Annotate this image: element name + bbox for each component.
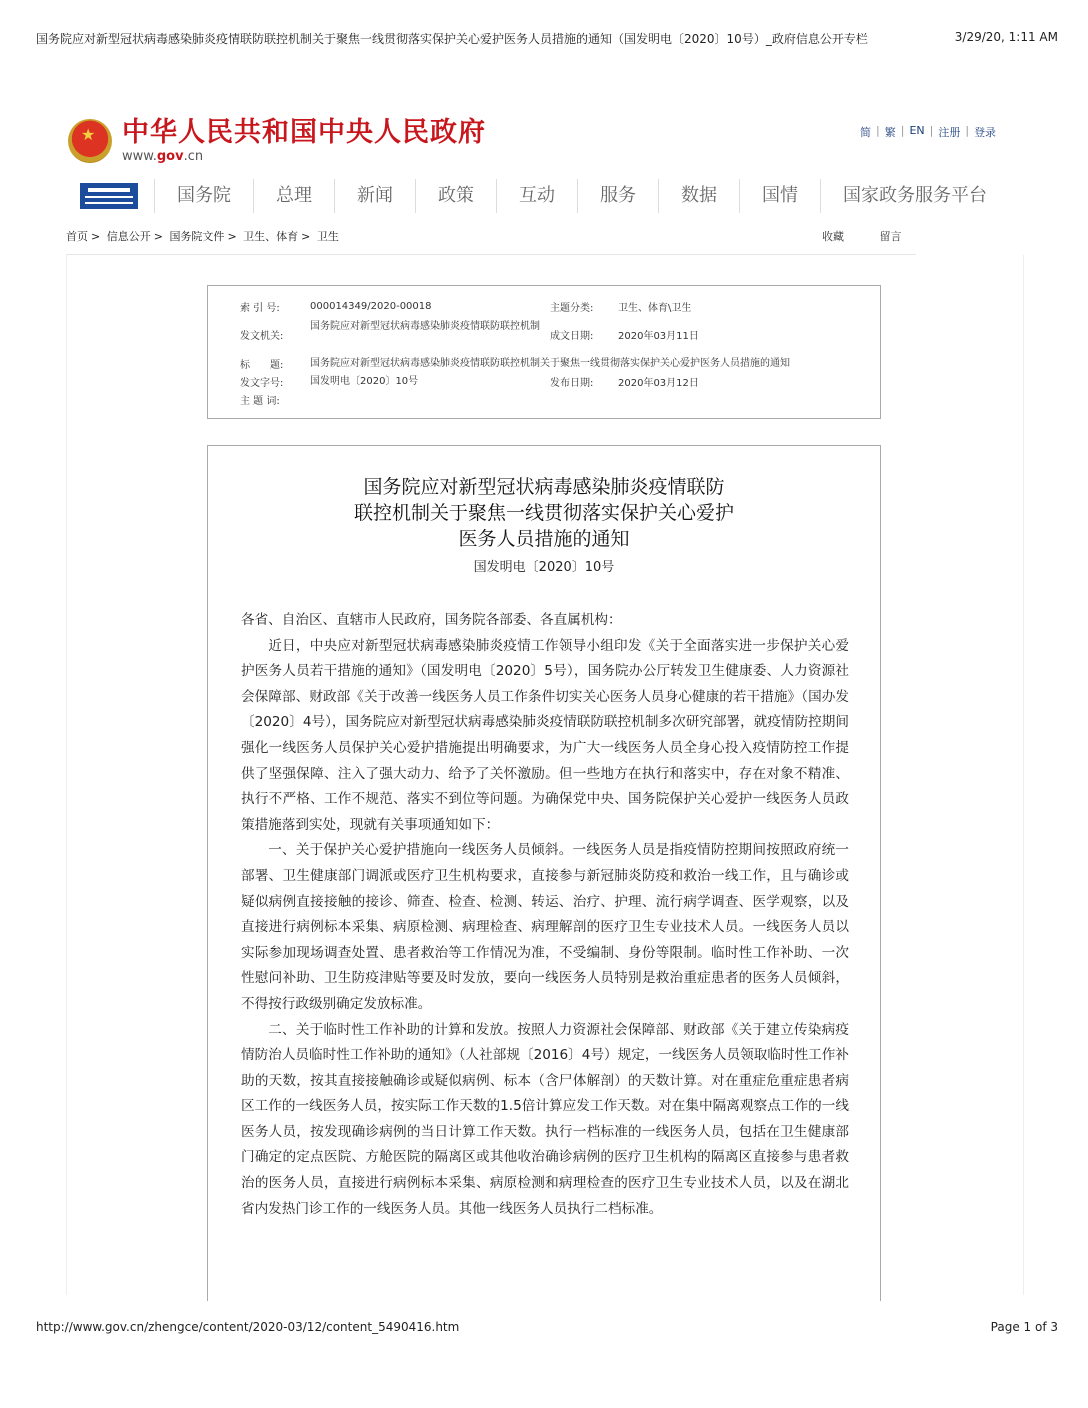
- document-number: 国发明电〔2020〕10号: [473, 560, 615, 575]
- site-name: 中华人民共和国中央人民政府: [122, 117, 486, 148]
- nav-item-news[interactable]: 新闻: [334, 179, 415, 213]
- breadcrumb-info[interactable]: 信息公开: [106, 230, 151, 243]
- main-nav: [68, 178, 1048, 214]
- meta-issuer-label: 发文机关:: [240, 331, 284, 342]
- nav-item-service-platform[interactable]: 国家政务服务平台: [820, 179, 1009, 213]
- nav-item-state-council[interactable]: 国务院: [154, 179, 253, 213]
- breadcrumb-health-sports[interactable]: 卫生、体育: [243, 230, 299, 243]
- document-title: 国务院应对新型冠状病毒感染肺炎疫情联防 联控机制关于聚焦一线贯彻落实保护关心爱护 医务人员措施的通知: [353, 476, 734, 550]
- breadcrumb-health[interactable]: 卫生: [316, 230, 339, 243]
- document-metadata: [207, 285, 881, 419]
- site-domain: www.gov.cn: [122, 149, 204, 164]
- nav-item-data[interactable]: 数据: [658, 179, 739, 213]
- meta-docno-label: 发文字号:: [240, 378, 284, 389]
- meta-index-value: 000014349/2020-00018: [310, 301, 432, 312]
- meta-index-label: 索 引 号:: [240, 303, 280, 314]
- nav-item-services[interactable]: 服务: [577, 179, 658, 213]
- comment-button[interactable]: 留言: [879, 230, 902, 243]
- paragraph: 二、关于临时性工作补助的计算和发放。按照人力资源社会保障部、财政部《关于建立传染病疫情防治人员临时性工作补助的通知》（人社部规〔2016〕4号）规定，一线医务人员领取临时性工作补助的天数，按其直接接触确诊或疑似病例、标本（含尸体解剖）的天数计算。对在重症危重症患者病区工作的一线医务人员，按实际工作天数的1.5倍计算应发工作天数。对在集中隔离观察点工作的一线医务人员，按发现确诊病例的当日计算工作天数。执行一档标准的一线医务人员，包括在卫生健康部门确定的定点医院、方舱医院的隔离区或其他收治确诊病例的医疗卫生机构的隔离区直接参与患者救治的医务人员，直接进行病例标本采集、病原检测和病理检查的医疗卫生专业技术人员，以及在湖北省内发热门诊工作的一线医务人员。其他一线医务人员执行二档标准。: [241, 1021, 849, 1217]
- meta-title-label: 标 题:: [240, 360, 284, 371]
- link-traditional[interactable]: 繁: [884, 126, 896, 139]
- salutation: 各省、自治区、直辖市人民政府，国务院各部委、各直属机构：: [241, 612, 622, 628]
- meta-topic-label: 主题分类:: [550, 303, 594, 314]
- breadcrumb-home[interactable]: 首页: [66, 230, 88, 243]
- breadcrumb: 首页 > 信息公开 > 国务院文件 > 卫生、体育 > 卫生: [66, 230, 339, 243]
- link-login[interactable]: 登录: [974, 126, 997, 139]
- nav-item-interaction[interactable]: 互动: [496, 179, 577, 213]
- page-actions: [822, 228, 934, 244]
- meta-created-value: 2020年03月11日: [618, 331, 699, 342]
- paragraph: 一、关于保护关心爱护措施向一线医务人员倾斜。一线医务人员是指疫情防控期间按照政府统一部署、卫生健康部门调派或医疗卫生机构要求，直接参与新冠肺炎防疫和救治一线工作，且与确诊或疑似病例直接接触的接诊、筛查、检查、检测、转运、治疗、护理、流行病学调查、医学观察，以及直接进行病例标本采集、病原检测、病理检查、病理解剖的医疗卫生专业技术人员。一线医务人员以实际参加现场调查处置、患者救治等工作情况为准，不受编制、身份等限制。临时性工作补助、一次性慰问补助、卫生防疫津贴等要及时发放，要向一线医务人员特别是救治重症患者的医务人员倾斜，不得按行政级别确定发放标准。: [241, 842, 849, 1012]
- paragraph: 近日，中央应对新型冠状病毒感染肺炎疫情工作领导小组印发《关于全面落实进一步保护关心爱护医务人员若干措施的通知》（国发明电〔2020〕5号），国务院办公厅转发卫生健康委、人力资源社会保障部、财政部《关于改善一线医务人员工作条件切实关心医务人员身心健康的若干措施》（国办发〔2020〕4号），国务院应对新型冠状病毒感染肺炎疫情联防联控机制多次研究部署，就疫情防控期间强化一线医务人员保护关心爱护措施提出明确要求，为广大一线医务人员全身心投入疫情防控工作提供了坚强保障、注入了强大动力、给予了关怀激励。但一些地方在执行和落实中，存在对象不精准、执行不严格、工作不规范、落实不到位等问题。为确保党中央、国务院保护关心爱护一线医务人员政策措施落到实处，现就有关事项通知如下：: [241, 637, 849, 833]
- link-register[interactable]: 注册: [938, 126, 961, 139]
- breadcrumb-documents[interactable]: 国务院文件: [169, 230, 225, 243]
- nav-item-policy[interactable]: 政策: [415, 179, 496, 213]
- meta-created-label: 成文日期:: [550, 331, 594, 342]
- meta-keywords-label: 主 题 词:: [240, 396, 280, 407]
- meta-title-value: 国务院应对新型冠状病毒感染肺炎疫情联防联控机制关于聚焦一线贯彻落实保护关心爱护医务人员措施的通知: [310, 358, 790, 369]
- home-icon[interactable]: [80, 183, 138, 209]
- meta-issuer-value: 国务院应对新型冠状病毒感染肺炎疫情联防联控机制: [310, 321, 540, 332]
- document-body-box: [207, 445, 881, 1301]
- site-logo[interactable]: [68, 118, 486, 164]
- meta-docno-value: 国发明电〔2020〕10号: [310, 376, 419, 387]
- top-links: 简 | 繁 | EN | 注册 | 登录: [860, 124, 997, 139]
- link-simplified[interactable]: 简: [860, 126, 871, 139]
- national-emblem-icon: [68, 119, 112, 163]
- nav-item-national-info[interactable]: 国情: [739, 179, 820, 213]
- nav-item-premier[interactable]: 总理: [253, 179, 334, 213]
- meta-topic-value: 卫生、体育\卫生: [618, 303, 692, 314]
- print-page-title: 国务院应对新型冠状病毒感染肺炎疫情联防联控机制关于聚焦一线贯彻落实保护关心爱护医务人员措施的通知（国发明电〔2020〕10号）_政府信息公开专栏: [36, 32, 868, 46]
- print-page-number: Page 1 of 3: [990, 1320, 1058, 1334]
- print-datetime: 3/29/20, 1:11 AM: [954, 30, 1058, 44]
- document-text: [241, 608, 849, 1222]
- favorite-button[interactable]: 收藏: [822, 230, 844, 243]
- meta-published-label: 发布日期:: [550, 378, 594, 389]
- link-english[interactable]: EN: [909, 124, 925, 137]
- meta-published-value: 2020年03月12日: [618, 378, 699, 389]
- print-url: http://www.gov.cn/zhengce/content/2020-03/12/content_5490416.htm: [36, 1320, 460, 1334]
